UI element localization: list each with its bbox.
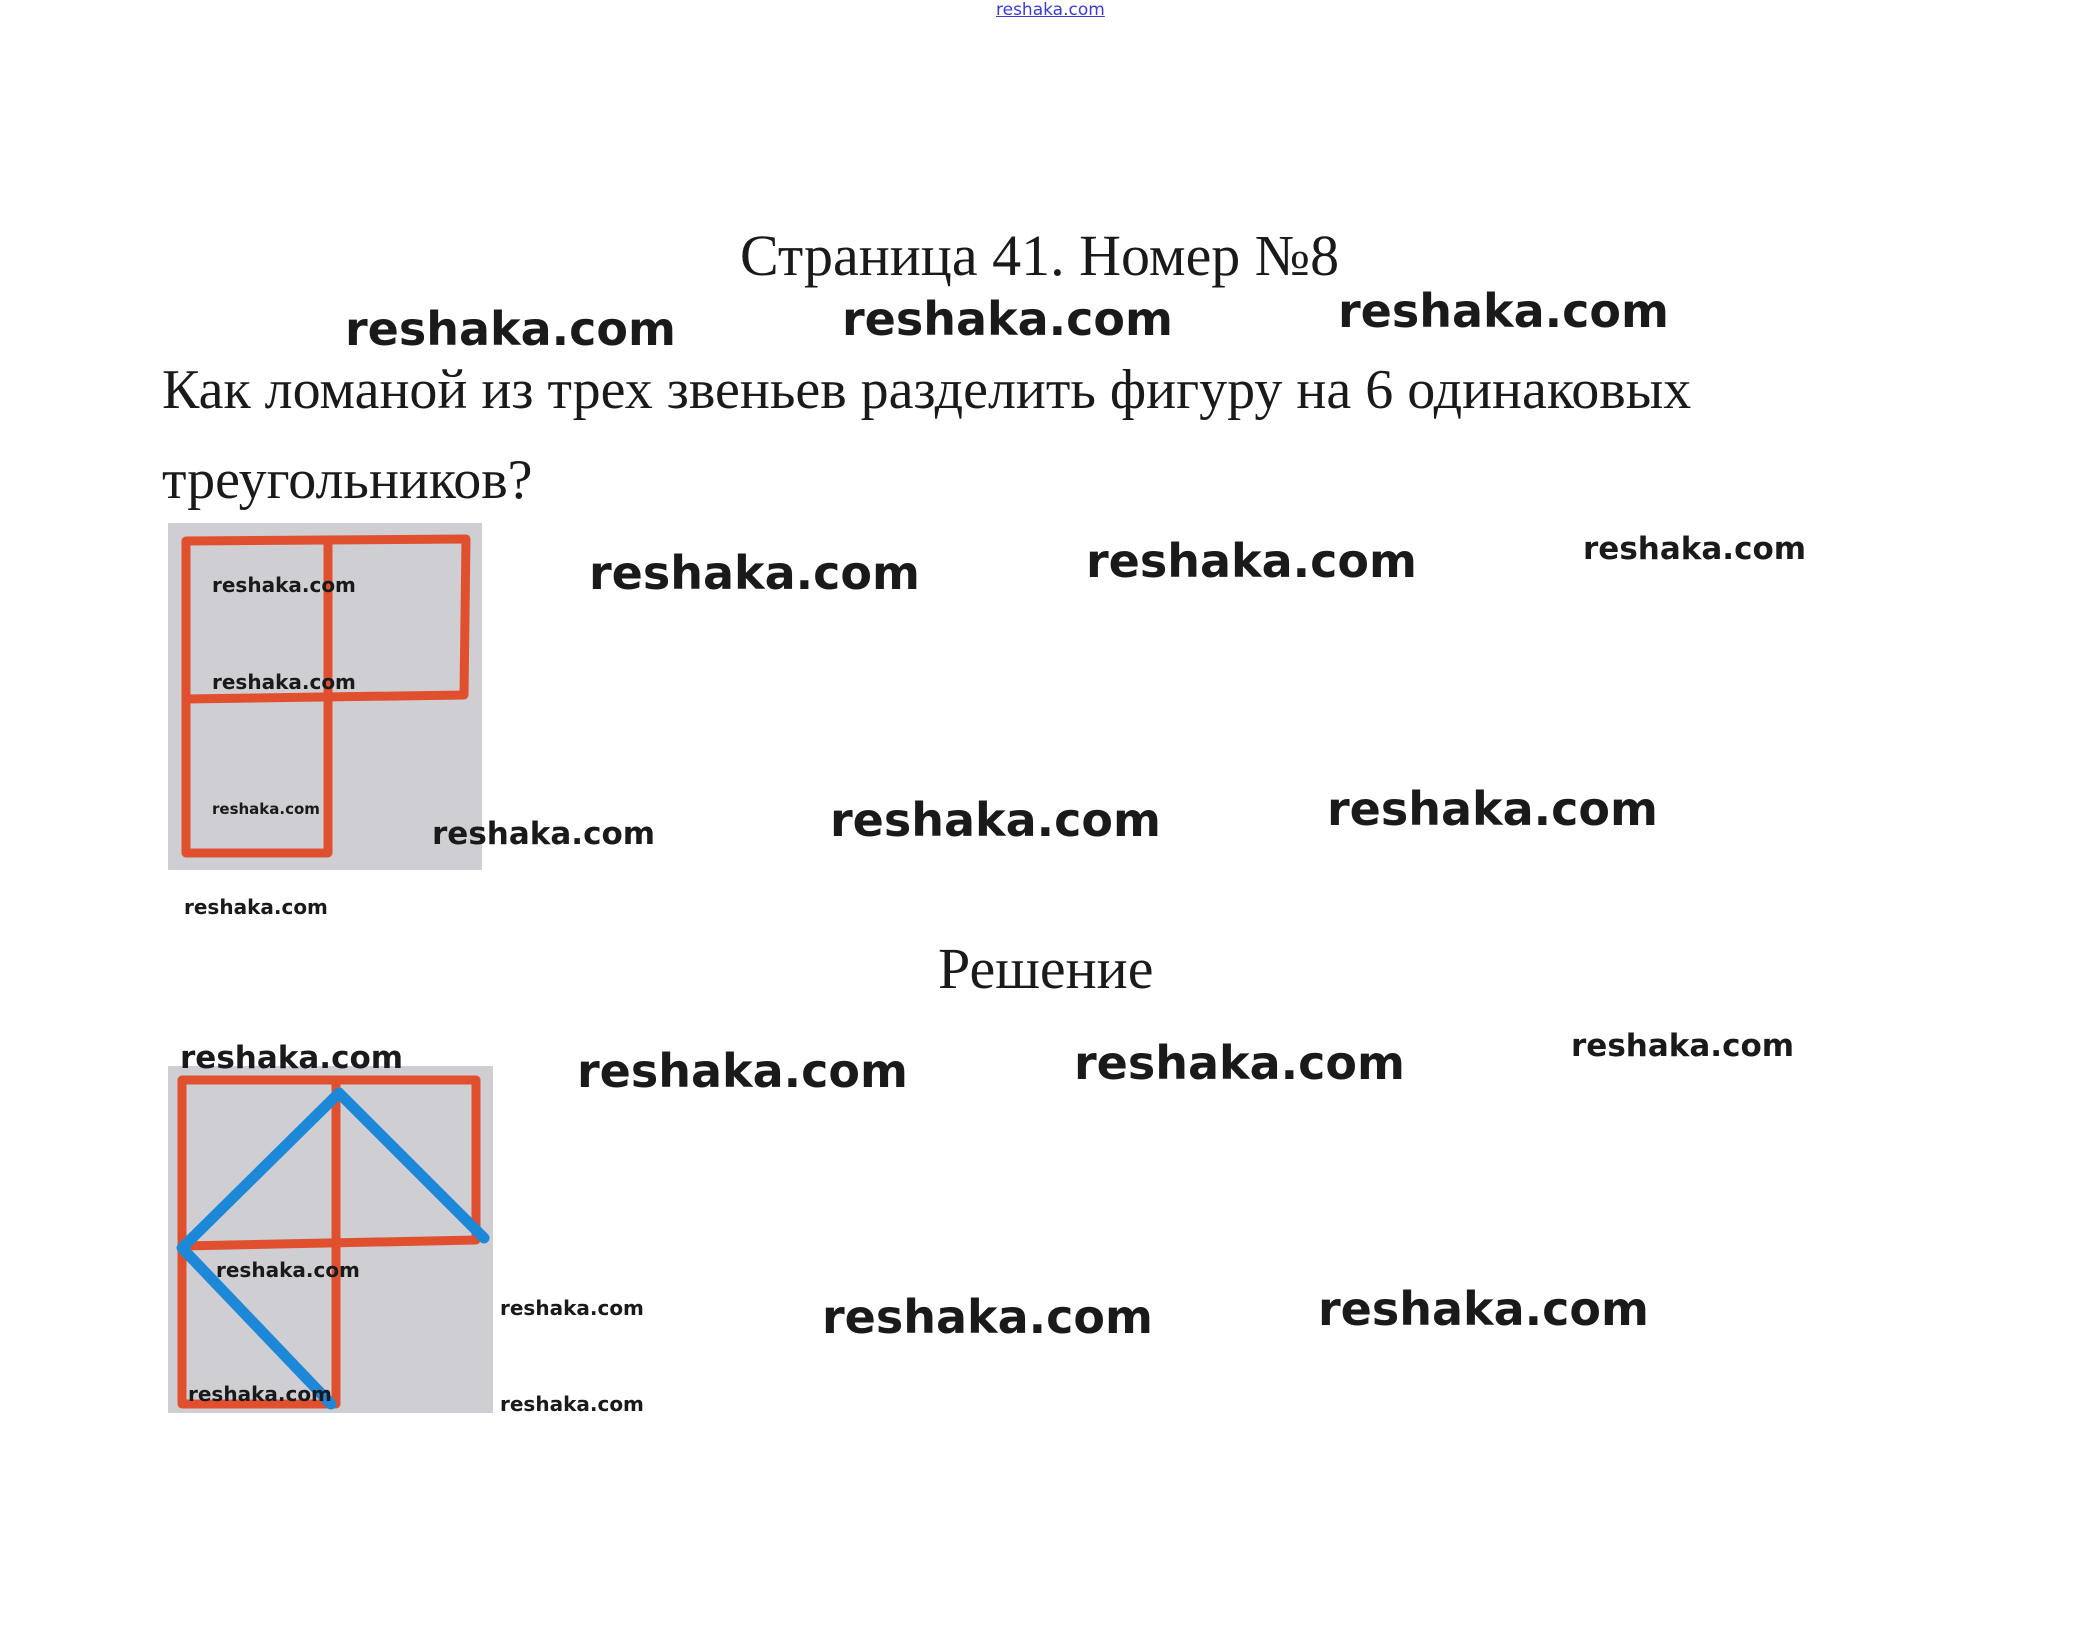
watermark: reshaka.com bbox=[212, 800, 320, 818]
task-question: Как ломаной из трех звеньев разделить фигуру на 6 одинаковых треугольников? bbox=[162, 359, 1692, 511]
watermark: reshaka.com bbox=[188, 1382, 332, 1406]
watermark: reshaka.com bbox=[1074, 1036, 1405, 1090]
watermark: reshaka.com bbox=[212, 670, 356, 694]
watermark: reshaka.com bbox=[216, 1258, 360, 1282]
solution-heading: Решение bbox=[938, 936, 1154, 1001]
watermark: reshaka.com bbox=[1327, 782, 1658, 836]
solution-figure bbox=[168, 1066, 493, 1413]
watermark: reshaka.com bbox=[500, 1392, 644, 1416]
watermark: reshaka.com bbox=[577, 1044, 908, 1098]
watermark: reshaka.com bbox=[830, 793, 1161, 847]
figure-bottom-square bbox=[186, 697, 328, 853]
watermark: reshaka.com bbox=[184, 895, 328, 919]
watermark: reshaka.com bbox=[589, 546, 920, 600]
watermark: reshaka.com bbox=[1318, 1282, 1649, 1336]
watermark: reshaka.com bbox=[345, 302, 676, 356]
watermark: reshaka.com bbox=[842, 292, 1173, 346]
watermark: reshaka.com bbox=[432, 816, 656, 852]
watermark: reshaka.com bbox=[1338, 284, 1669, 338]
watermark: reshaka.com bbox=[500, 1296, 644, 1320]
watermark: reshaka.com bbox=[1086, 534, 1417, 588]
watermark: reshaka.com bbox=[822, 1290, 1153, 1344]
watermark: reshaka.com bbox=[1583, 531, 1807, 567]
watermark: reshaka.com bbox=[180, 1040, 404, 1076]
top-source-link[interactable]: reshaka.com bbox=[996, 0, 1105, 20]
watermark: reshaka.com bbox=[1571, 1028, 1795, 1064]
solution-figure-drawing bbox=[168, 1066, 493, 1413]
watermark: reshaka.com bbox=[212, 573, 356, 597]
page-title: Страница 41. Номер №8 bbox=[740, 223, 1340, 288]
